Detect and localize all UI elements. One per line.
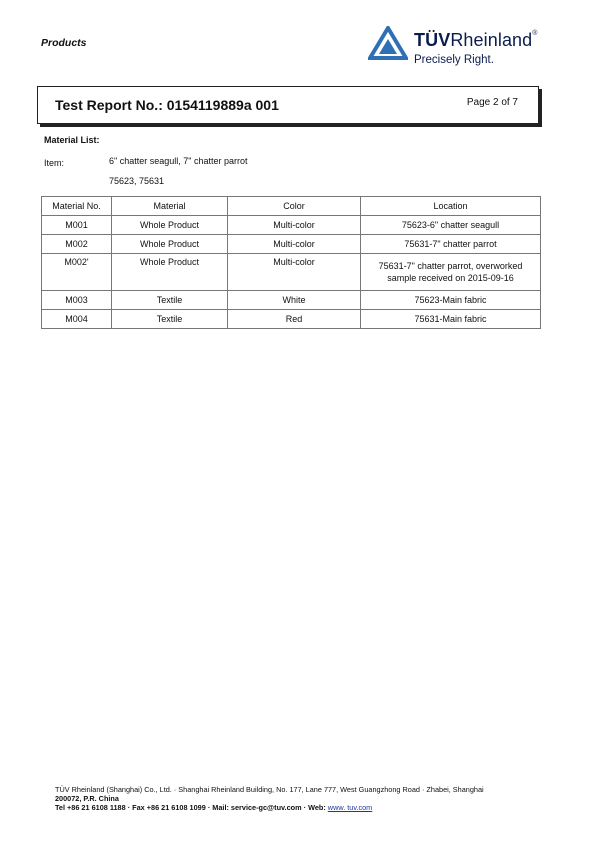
header-color: Color	[228, 197, 361, 216]
brand-tagline: Precisely Right.	[414, 54, 494, 66]
cell-material: Whole Product	[112, 216, 228, 235]
registered-mark: ®	[532, 30, 538, 37]
cell-location: 75631-7" chatter parrot, overworked sample received on 2015-09-16	[361, 254, 541, 291]
triangle-logo-icon	[368, 26, 408, 60]
footer	[55, 785, 484, 812]
cell-location: 75623-6" chatter seagull	[361, 216, 541, 235]
cell-material-no: M001	[42, 216, 112, 235]
header-material: Material	[112, 197, 228, 216]
cell-material: Textile	[112, 291, 228, 310]
footer-postcode: 200072, P.R. China	[55, 794, 119, 803]
item-label: Item:	[44, 158, 65, 168]
table-row	[42, 216, 541, 235]
cell-color: Multi-color	[228, 235, 361, 254]
material-list-heading: Material List:	[44, 135, 100, 145]
cell-color: Red	[228, 310, 361, 329]
header-location: Location	[361, 197, 541, 216]
cell-material: Textile	[112, 310, 228, 329]
report-title: Test Report No.: 0154119889a 001	[55, 97, 279, 113]
cell-material-no: M004	[42, 310, 112, 329]
item-names: 6" chatter seagull, 7" chatter parrot	[109, 156, 248, 166]
footer-address: TÜV Rheinland (Shanghai) Co., Ltd. · Shanghai Rheinland Building, No. 177, Lane 777, West Guangzhong Road · Zhabei, Shanghai	[55, 785, 484, 794]
cell-location: 75623-Main fabric	[361, 291, 541, 310]
website-link[interactable]: www. tuv.com	[327, 803, 373, 812]
footer-contact	[55, 803, 484, 812]
brand-name	[414, 30, 538, 51]
material-table	[41, 196, 541, 329]
section-label: Products	[41, 37, 87, 49]
cell-location: 75631-7" chatter parrot	[361, 235, 541, 254]
header-material-no: Material No.	[42, 197, 112, 216]
cell-location: 75631-Main fabric	[361, 310, 541, 329]
table-row	[42, 291, 541, 310]
cell-material: Whole Product	[112, 254, 228, 291]
cell-material-no: M002'	[42, 254, 112, 291]
page-number: Page 2 of 7	[466, 97, 518, 108]
brand-suffix: Rheinland	[450, 30, 533, 50]
tuv-logo	[368, 24, 548, 74]
table-row	[42, 254, 541, 291]
report-header-box	[37, 86, 539, 124]
table-row	[42, 310, 541, 329]
cell-color: Multi-color	[228, 254, 361, 291]
brand-prefix: TÜV	[414, 30, 451, 50]
cell-material-no: M002	[42, 235, 112, 254]
cell-color: Multi-color	[228, 216, 361, 235]
cell-material-no: M003	[42, 291, 112, 310]
table-header-row	[42, 197, 541, 216]
item-numbers: 75623, 75631	[109, 176, 165, 186]
cell-color: White	[228, 291, 361, 310]
cell-material: Whole Product	[112, 235, 228, 254]
footer-contact-text: Tel +86 21 6108 1188 · Fax +86 21 6108 1099 · Mail: service-gc@tuv.com · Web:	[55, 803, 328, 812]
table-row	[42, 235, 541, 254]
